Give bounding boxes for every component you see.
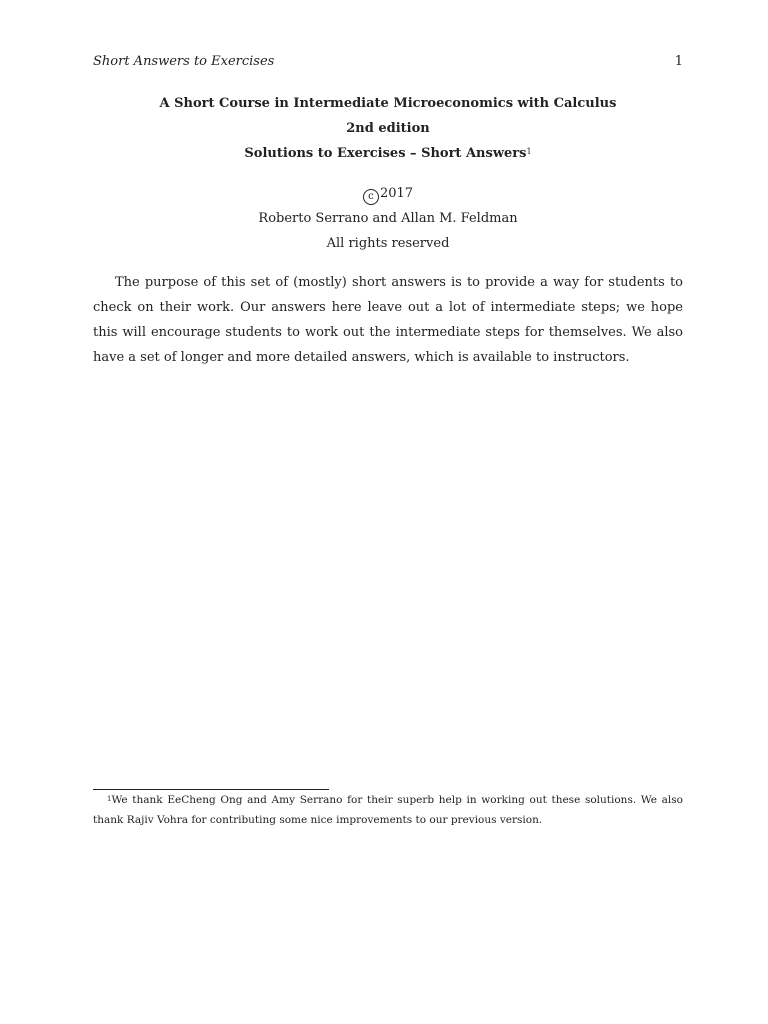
footnote-marker: 1 xyxy=(526,147,532,156)
rights-statement: All rights reserved xyxy=(326,236,450,251)
copyright-icon: c xyxy=(363,189,379,205)
edition: 2nd edition xyxy=(346,121,430,136)
authors: Roberto Serrano and Allan M. Feldman xyxy=(258,211,518,226)
running-head-title: Short Answers to Exercises xyxy=(93,54,275,69)
footnote xyxy=(93,790,683,830)
copyright-year: 2017 xyxy=(379,186,414,201)
copyright-line xyxy=(93,185,683,205)
page-number: 1 xyxy=(674,54,683,69)
running-head xyxy=(93,53,683,71)
subtitle-line xyxy=(93,145,683,163)
footnote-number: 1 xyxy=(107,795,112,803)
book-title: A Short Course in Intermediate Microeconomics with Calculus xyxy=(159,96,617,111)
subtitle: Solutions to Exercises – Short Answers xyxy=(244,146,527,161)
footnote-text: We thank EeCheng Ong and Amy Serrano for their superb help in working out these solutions. We also thank Rajiv Vohra for contributing some nice improvements to our previous version. xyxy=(93,794,683,826)
intro-paragraph: The purpose of this set of (mostly) short answers is to provide a way for students to check on their work. Our answers here leave out a lot of intermediate steps; we hope this will encourage students to work out the intermediate steps for themselves. We also have a set of longer and more detailed answers, which is available to instructors. xyxy=(93,275,683,365)
